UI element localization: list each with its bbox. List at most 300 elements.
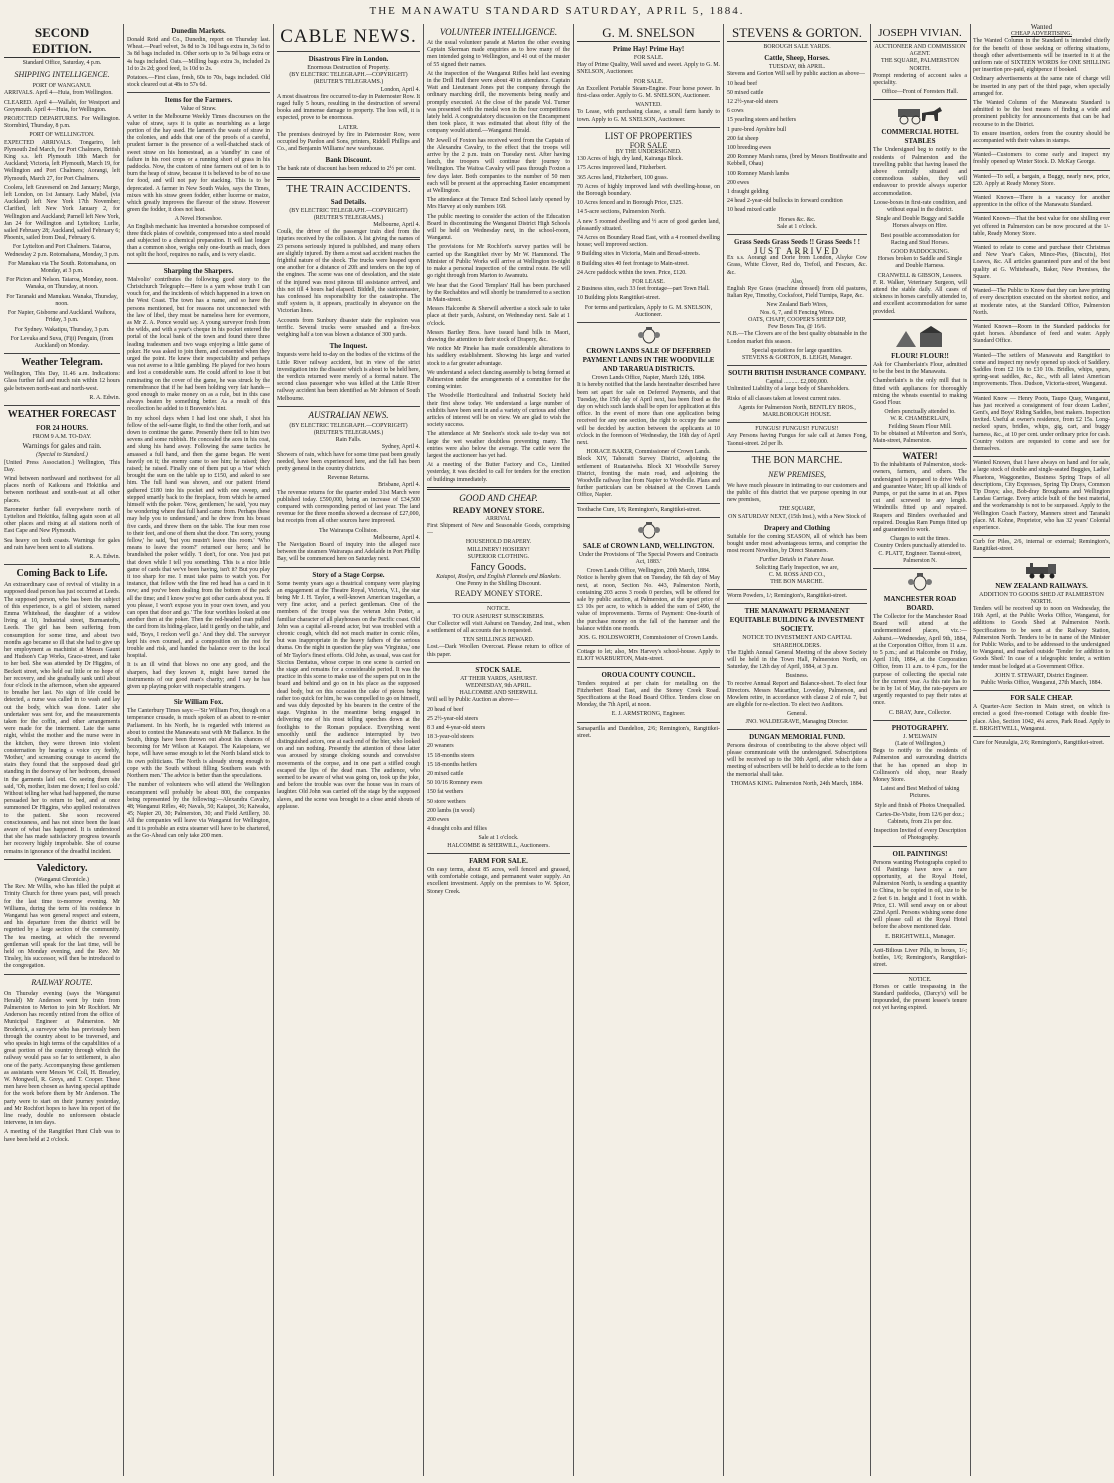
suitable: Suitable for the coming SEASON, all of which has been bought under most advantageous terms, and comprise the most recent Novelties, by Direct Steamers. bbox=[727, 533, 867, 555]
loose-boxes: Loose-boxes in first-rate condition, and without equal in the district. bbox=[873, 199, 967, 214]
chamberlain: W. R. CHAMBERLAIN, bbox=[890, 416, 950, 423]
vivian-office: Office—Front of Foresters Hall. bbox=[881, 89, 959, 96]
column-rule bbox=[970, 24, 971, 1476]
ready-money-2: READY MONEY STORE. bbox=[454, 589, 543, 599]
notice-text: Our Collector will visit Ashurst on Tuesday, 2nd inst., when a settlement of all accounts due is requested. bbox=[427, 620, 570, 635]
sale-item: 200 fat sheep bbox=[727, 135, 759, 142]
royal-arms-icon bbox=[636, 521, 662, 539]
one-penny: One Penny in the Shilling Discount. bbox=[455, 581, 542, 588]
dunedin-text: Donald Reid and Co., Dunedin, report on Thursday last. Wheat.—Pearl velvet, 3s 8d to 3s 10d bags extra in, 3s 6d to 3s 8d bags included in. Other sorts up to 3s 9d bags extra or 4s bags included. Oats.—Milling bags extra 3s, included 2s 1d to 2s 2d; good feed, 1s 10d to 2s. bbox=[127, 37, 270, 72]
block-text: Block XIV, Tahoraiti Survey District, adjoining the settlement of Ruataniwha. Block XI Woodville Survey District, fronting the main road, and adjoining the Woodville railway line from Napier to Woodville. Plans and further particulars can be obtained at the Crown Lands Office, Napier. bbox=[577, 456, 720, 499]
rain-heading: Rain Falls. bbox=[335, 437, 362, 444]
sale-item: 12 2½-year-old steers bbox=[727, 99, 779, 106]
wanted-ad: Wanted Known—There is a vacancy for another apprentice in the office of the Manawatu Standard. bbox=[973, 195, 1110, 209]
rye-text: English Rye Grass (machine dressed) from old pastures, Italian Rye, Timothy, Cocksfoot, Field Turnips, Rape, &c. bbox=[727, 286, 867, 300]
oroua-text: Tenders required at per chain for metalling on the Fitzherbert Road East, and the Stoney Creek Road. Specifications at the Road Board Office. Tenders close on Monday, the 7th April, at noon. bbox=[577, 680, 720, 709]
stables-heading: COMMERCIAL HOTEL STABLES bbox=[881, 128, 959, 146]
train-text-2: Accounts from Sunbury disaster state the explosion was terrific. Several trucks were smashed and a fire-box weighing half a ton was blown a distance of 300 yards. bbox=[277, 317, 420, 339]
stock-signature: HALCOMBE & SHERWILL, Auctioneers. bbox=[447, 842, 550, 849]
country-orders: Country Orders punctually attended to. bbox=[873, 543, 967, 550]
worm-text: Worm Powders, 1/; Remington's, Rangitikei-street. bbox=[727, 593, 848, 600]
crown-signature: HORACE BAKER, Commissioner of Crown Lands. bbox=[586, 449, 711, 456]
farmers-heading: Items for the Farmers. bbox=[164, 96, 233, 105]
also: Also, bbox=[790, 278, 804, 285]
dunedin-heading: Dunedin Markets. bbox=[171, 27, 226, 35]
train-heading: THE TRAIN ACCIDENTS. bbox=[286, 182, 411, 195]
revenue-dateline: Brisbane, April 4. bbox=[378, 482, 420, 489]
cable-news-heading: CABLE NEWS. bbox=[280, 26, 417, 47]
ask-text: Ask for Chamberlain's Flour, admitted to be the best in the Manawatu. bbox=[873, 361, 967, 376]
column-rule bbox=[573, 24, 574, 1476]
obtained: To be obtained at Milverton and Son's, Main-street, Palmerston. bbox=[873, 430, 967, 444]
vol-text-3: Mr Jewell of Foxton has received word from the Captain of the Alexandra Cavalry, to the effect that the troops will arrive by the 2 p.m. train on Tuesday next. After having lunch, the troopers will continue their journey to Wellington. The Waitoa Cavalry will pass through Foxton a few days later. Both companies to the number of 50 men each will be present at the approaching Easter encampment at Wellington. bbox=[427, 137, 570, 195]
bartley-text: Messrs Bartley Bros. have issued hand bills in Maori, drawing the attention to their stock of Drapery, &c. bbox=[427, 329, 570, 343]
snelson-text: The attendance at Mr Snelson's stock sale to-day was not large the wet weather doubtless preventing many. The entries were also below the average. The cattle were the largest the auctioneer has yet had. bbox=[427, 431, 570, 459]
cartes: Cartes-De-Visite, from 12/6 per doz.; Cabinets, from 21s per doz. bbox=[876, 811, 964, 826]
water-text: To the inhabitants of Palmerston, stock-owners, farmers, and others. The undersigned is prepared to drive Wells and guarantee Water; lift up all kinds of Pumps, or put the same in at an. Pipes cut and screwed to any length. Windmills fitted up and repaired. Reapers and Binders overhauled and repaired. Douglas Ram Pumps fitted up and guaranteed to work. bbox=[873, 462, 967, 533]
on-saturday: ON SATURDAY NEXT, (15th Inst.), with a New Stock of bbox=[728, 513, 866, 520]
vivian-sub: AUCTIONEER AND COMMISSION AGENT. bbox=[874, 44, 966, 58]
lyttelton: For Lyttelton and Port Chalmers. Taiaroa, Wednesday 2 p.m. Rotomahana, Monday, 3 p.m. bbox=[4, 244, 120, 258]
oroua-heading: OROUA COUNTY COUNCIL. bbox=[601, 670, 696, 679]
vivian-heading: JOSEPH VIVIAN. bbox=[873, 25, 967, 42]
column-rule bbox=[273, 24, 274, 1476]
cottage-text: Cottage to let; also, Mrs Harvey's school-house. Apply to ELIOT WARBURTON, Main-street. bbox=[577, 649, 720, 663]
revenue-heading: Revenue Returns. bbox=[327, 475, 370, 482]
sg-signature: STEVENS & GORTON, B. LEIGH, Manager. bbox=[742, 354, 852, 361]
nzr-sub: ADDITION TO GOODS SHED AT PALMERSTON NORTH. bbox=[979, 591, 1104, 605]
manchester-text: The Collector for the Manchester Road Board will attend at the undermentioned places, viz.:— Ashurst.—Wednesday, April 9th, 1884, at the Corporation Office, from 11 a.m. to 5 p.m.; and at Halcombe on Friday, April 11th, 1884, at the Corporation Office, from 11 a.m. to 4 p.m., for the purpose of collecting the special rate for the current year. As this rate has to be in by 1st of May, the rate-payers are urgently requested to pay their rates at once. bbox=[873, 613, 967, 707]
expected-arrivals: EXPECTED ARRIVALS. Tongariro, left Plymouth 2nd March, for Port Chalmers, British King s.s. left Plymouth 18th March for Auckland; Victoria, left Plymouth, March 19, for Wellington and Port Chalmers; Aorangi, left Plymouth, March 27, for Port Chalmers. bbox=[4, 139, 120, 182]
toothache-text: Toothache Cure, 1/6; Remington's, Rangitikei-street. bbox=[577, 506, 702, 513]
good-cheap: GOOD AND CHEAP. bbox=[459, 492, 538, 503]
column-rule bbox=[723, 24, 724, 1476]
terrace-text: The attendance at the Terrace End School lately opened by Mrs Harvey at only numbers 168. bbox=[427, 197, 570, 211]
sale-item: 100 breeding ewes bbox=[727, 145, 772, 152]
edition-time: Standard Office, Saturday, 4 p.m. bbox=[22, 60, 102, 66]
railway-text: On Thursday evening (says the Wanganui Herald) Mr Anderson went by train from Palmerston to Merton to join Mr Rochfort. Mr Anderson has recently retired from the office of Municipal Engineer at Palmerston. Mr Broderick, a surveyor who has previously been through the country about to be traversed, and who speaks in high terms of the capabilities of a great portion of the country through which the railway would pass so far to settlement, is also one of the party. Accompanying these gentlemen as assistants were Messrs W. Coll, H. Brearley, W. Mongwell, R. Greys, and T. Cooper. These men have been chosen as having special aptitude for the work before them by Mr Anderson. The party were to start on their journey yesterday, and Mr Rochfort hopes to have his report of the line ready, double no unforeseen obstacle intervene, in ten days. bbox=[4, 990, 120, 1127]
stevens-gorton-heading: STEVENS & GORTON. bbox=[727, 25, 867, 42]
property-item: 74 Acres on Boundary Road East, with a 4 roomed dwelling house; well improved section. bbox=[577, 235, 720, 249]
sg-sale: Sale at 1 o'clock. bbox=[777, 223, 817, 230]
coolera: Coolera, left Gravesend on 2nd January; Margo, left London, on 1st January. Lady Mabel, (via Auckland) left New York 17th November; Clarified, left New York January 2, for Wellington and Auckland; Parnell left New York, Jan 24 for Wellington and Lyttelton; Lurlie, sailed February 28; Auckland, sailed February 6; Phoenix, sailed from Deal, February 6. bbox=[4, 184, 120, 242]
wanted-ad: Wanted to relate to come and purchase their Christmas and New Year's Cakes, Mince-Pies, (Biscuits), Hot Loaves, &c. All articles guaranteed pure and of the best quality at G. Whitehead's, Baker, New Premises, the Square. bbox=[973, 245, 1110, 280]
single-double: Single and Double Buggy and Saddle Horses always on Hire. bbox=[875, 216, 965, 230]
sale-item: 200 ewes bbox=[727, 179, 750, 186]
wanted-ad: Wanted—The Public to Know that they can have printing of every description executed on the shortest notice, and at moderate rates, at the Standard Office, Palmerston North. bbox=[973, 288, 1110, 316]
wairarapa-text: The Navigation Board of inquiry into the alleged race between the steamers Wairarapa and Adelaide in Port Phillip Bay, will be commenced here on Saturday next. bbox=[277, 541, 420, 563]
paddocking: GOOD PADDOCKING. bbox=[890, 249, 950, 256]
wire-text: In my school days when I had lost one shaft, I shot his fellow of the self-same flight, to find the other forth, and sat down to continue the game. Presently there fell to him two sevens and some rubbish. He concealed the aces in his coat, and slung his hand away. Following the same tactics he amassed a full hand, and then the game began. He went heavily on it; the enemy came to see him; he raised; they raised; he raised. Finally one of them put up a 'rise' which brought the sum on the table up to £150, and asked to see him. The full hand was shown, and our patient friend gathered £180 into his pocket and with one sweep, and stepped smartly back to the fireplace, from which he armed himself with the poker. 'Now, gentlemen,' he said, 'you may be wondering where that full hand came from. Perhaps these may help you to understand,' and he drew from his breast five cards, and threw them on the table. The four men rose to their feet, and one of them shut the door. 'I'm sorry, young fellow,' he said, 'but you mustn't leave this room.' 'Who means to leave the room?' returned our hero; and he brandished the poker wildly. 'I don't, for one. You just put that down while I tell you something. This is a nice little game of cards that we've been having, isn't it? But you play it too sharp for me. I must take pains to watch you. For instance, that fellow with the fine red head has a card in it now; and you've been dealing from the bottom of the pack all the time; and I know you've got other cards about you. If you please, I won't expose you in your own town, and you can open that door and go.' The four worthies looked at one another then at the poker. Then the red-headed man pulled the card from its hiding-place, laid it gently on the table, and said, 'Boys, I reckon we'll go.' And they did. The surveyor kept his own counsel, and a composition on the rest for trouble and risk, and handed the balance over to the local hospital. bbox=[127, 415, 270, 660]
reward-text: Lost.—Dark Woollen Overcoat. Please return to office of this paper. bbox=[427, 644, 570, 658]
weather-telegram-heading: Weather Telegram. bbox=[21, 357, 103, 369]
further: Further Details in Future Issue. bbox=[759, 557, 835, 564]
coming-back-text: An extraordinary case of revival of vitality in a supposed dead person has just occurred at Leeds. The supposed person, who has been the subject of this experience, is a girl of sixteen, named Emma Whitehead, the daughter of a widow living at 10, Industrial street, Burmantofts, Leeds. The girl has been suffering from consumption for some time, and about two months ago became so ill that she had to give up her employment as machinist at Messrs Gaunt and Hudson's Cap Works, Grace-street, and take to her bed. She was attended by Dr Higgins, of Beckett street, who held out little or no hope of her recovery, and she gradually sank until about four o'clock in the afternoon, when she appeared to breathe her last. No sign of life could be detected, a nurse was called in to wash and lay out the body, which was done. Later she undertaker was sent for, and the measurements taken for the coffin, and other arrangements were made for the interment. Late the same night, whilst the mother and the nurse were in the kitchen, they were thrown into violent consternation by hearing a voice cry feebly, 'Mother,' and screaming courage to ascend the stairs they found that the supposed dead girl standing in the doorway of her bedroom, dressed in the garments laid out. On seeing them she said, 'Oh, mother, listen me down; I feel so cold.' Without telling her what had happened, the nurse persuaded her to return to bed, and at once summoned Dr Higgins, who applied restoratives to the patient. She soon recovered consciousness, and has not since been the least aware of what has happened. It is understood that she has made satisfactory progress towards her recovery highly improbable. She of course remains in ignorance of the dreadful incident. bbox=[4, 582, 120, 855]
railway-heading: RAILWAY ROUTE. bbox=[31, 977, 93, 987]
sale-item: 200 Romney Marsh rams, (bred by Messrs Braithwaite and Kebbell, Ohau) bbox=[727, 154, 867, 168]
cure-text: Cure for Neuralgia, 2/6; Remington's, Rangitikei-street. bbox=[973, 740, 1105, 747]
terrace-text-2: The public meeting to consider the action of the Education Board in discontinuing the Wanganui District High Schools will be held on Wednesday next, in the school-room, Wanganui. bbox=[427, 213, 570, 242]
stock-item: 4 draught colts and fillies bbox=[427, 826, 487, 833]
barometer-text: Barometer further fall everywhere north of Lyttelton and Hokitika, falling again soon at all other places and rising at all stations north of East Cape and New Plymouth. bbox=[4, 506, 120, 535]
tuesday: TUESDAY, 8th APRIL. bbox=[768, 64, 826, 71]
straw-sub: Value of Straw. bbox=[180, 106, 217, 113]
sale-crown-office: Crown Lands Office, Wellington, 20th March, 1884. bbox=[586, 568, 711, 575]
wind-text: Wind between northward and northwest for all places north of Kaikoura and Hokitika and between northeast and south-east at all other places. bbox=[4, 475, 120, 504]
sale-item: 1 draught gelding bbox=[727, 189, 769, 196]
oil-paintings-heading: OIL PAINTINGS! bbox=[892, 849, 948, 858]
volunteers-text: The number of volunteers who will attend the Wellington encampment will probably be about 800, the companies being represented by the following:—Alexandra Cavalry, 48; Wanganui Rifles, 40; Navals, 50; Kaiapoi, 36; Kaiwaka, 45; Napier 20, 30; Palmerston, 30; and Field Artillery, 30. All the companies will leave via Wanganui for Wellington, and it is probable an extra steamer will have to be chartered, as the Go-Ahead can only take 200 men. bbox=[127, 782, 270, 839]
dancing-text: We understand a select dancing assembly is being formed at Palmerston under the arrangements of a committee for the coming winter. bbox=[427, 369, 570, 391]
fire-heading: Disastrous Fire in London. bbox=[308, 55, 389, 63]
stock-item: 20 head of beef bbox=[427, 706, 464, 713]
millinery: MILLINERY! HOSIERY! bbox=[467, 546, 530, 553]
corpse-text: Some twenty years ago a theatrical company were playing an engagement at the Theatre Royal, Victoria, V.I., the star being Mr J. H. Taylor, a well-known American tragedian, a very fine actor, and a perfect gentleman. One of the members of the troupe was the veteran John Potter, a familiar character of all playhouses on the Pacific coast. Old John was a capital all-round actor, but was troubled with a chronic cough, which did not much matter in comic rôles, but was inappropriate in the heavy fathers of the serious drama. On the night in question the play was 'Virginius,' one of Mr Taylor's finest efforts. Old John, as usual, was cast for Siccius Dentatus, whose corpse in one scene is carried on the stage and remains for a considerable period. It was the practice in this scene to make use of the supers put on in the board and behind and go on in his place as the supposed dead body, but on this occasion the cake of pieces being rather too quick for him, he was compelled to go on himself, and was duly deposited by his bearers in the centre of the stage. Virginius in the meantime being engaged in delivering one of his most telling speeches down at the footlights to the Roman populace. Everything went smoothly until the audience interrupted by two distinguished actors, one at each end of the bier, who looked on and ran nothing. Presently the attention of these latter was aroused by strange choking sounds and convulsive movements of the corpse, and in one part a stifled cough escaped the lips of the dead man. The audience, who seemed to be aware of what was going on, took up the joke, and before the trouble was over the house was in roars of laughter. Old John was carried off the stage by the supposed slaves, and the scene was brought to a close amid shouts of applause. bbox=[277, 580, 420, 810]
ross: C. M. ROSS AND CO., bbox=[768, 571, 826, 578]
property-item: 14 5-acre sections, Palmerston North. bbox=[577, 209, 666, 216]
fire-text: A most disastrous fire occurred to-day in Paternoster Row. It raged fully 5 hours, resulting in the destruction of several books and immense damage to property. The loss will, it is expected, prove to be enormous. bbox=[277, 93, 420, 122]
bank-heading: Bank Discount. bbox=[325, 156, 372, 165]
platt: C. PLATT, Engineer. Taonui-street, Palmerston N. bbox=[878, 550, 962, 564]
lease-list bbox=[577, 286, 720, 302]
wanted-ad: Wanted—Customers to come early and inspect my freshly opened up Winter Stock. D. McKay George. bbox=[973, 152, 1110, 166]
arrival: ARRIVAL bbox=[485, 515, 512, 522]
lease-item: 10 Building plots Rangitikei-street. bbox=[577, 295, 661, 302]
stock-item: 50 store wethers bbox=[427, 798, 466, 805]
ordinary: Ordinary advertisements at the same rate of charge will be inserted in any part of the third page, when specially arranged for. bbox=[973, 76, 1110, 97]
photography-heading: PHOTOGRAPHY. bbox=[891, 723, 949, 732]
corpse-heading: Story of a Stage Corpse. bbox=[312, 570, 385, 579]
wanted-rate: The Wanted Column of the Manawatu Standard is admitted to be the best means of finding a wide and prominent publicity for announcements that can be had recourse to in the District. bbox=[973, 100, 1110, 128]
sale-item: 1 pure-bred Ayrshire bull bbox=[727, 126, 787, 133]
wanted-column-text: The Wanted Column in the Standard is intended chiefly for the benefit of those seeking or offering situations, though other advertisements will be inserted in it at the uniform rate of SIXTEEN WORDS for ONE SHILLING per insertion pre-paid, eightpence if booked. bbox=[973, 38, 1110, 74]
forecast-from: FROM 9 A.M. TO-DAY. bbox=[32, 433, 92, 440]
business: Business. bbox=[785, 673, 809, 680]
stock-date: WEDNESDAY, 9th APRIL. bbox=[465, 683, 532, 690]
northern: For Manukau via The South. Rotomahana, on Monday, at 3 p.m. bbox=[8, 260, 116, 275]
property-item: 8 Building sites 40 feet frontage to Main-street. bbox=[577, 260, 689, 267]
nzr-heading: NEW ZEALAND RAILWAYS. bbox=[995, 581, 1088, 590]
sale-item: 100 Romney Marsh lambs bbox=[727, 170, 790, 177]
port-wanganui: PORT OF WANGANUI. bbox=[32, 83, 92, 90]
column-4 bbox=[427, 24, 570, 1476]
kaiapoi: Kaiapoi, Roslyn, and English Flannels and Blankets. bbox=[436, 574, 561, 580]
general: General. bbox=[786, 711, 808, 718]
sharpers-text: 'Malvolio' contributes the following good story to the Christchurch Telegraph:—Here is a yarn whose truth I can vouch for, and the incidents of which happened in a town on the West Coast. The town has a name, and so have the persons mentioned, but for reasons not unconnected with the law of libel, they must be nameless here for evermore, as Mr Z. A. Ponce would say. A young surveyor fresh from the wilds, and with a year's cheque in his pocket entered the portal of the local bank of the town and found there three leading tradesmen and two wags enjoying a little game of poker. He was asked to join them, and consented when they urged the point. He knew their respectability and perhaps was not averse to a little gambling. He played for two hours and lost a considerable sum. He could afford to lose it but ruminating on the cover of the game, he was struck by the remembrance that if he had been holding very fair hands—good enough to make money on as a rule, but in this case always beaten by something better. As a result of this recollection he added to it Bravenio's hint. bbox=[127, 276, 270, 413]
column-8 bbox=[973, 24, 1110, 1476]
mclwain-late: (Late of Wellington,) bbox=[895, 741, 945, 748]
cattle-sheep: Cattle, Sheep, Horses. bbox=[764, 54, 830, 63]
train-credit: (BY ELECTRIC TELEGRAPH.—COPYRIGHT) (REUTER'S TELEGRAMS.) bbox=[289, 207, 408, 221]
stock-list bbox=[427, 707, 570, 834]
nzr-text: Tenders will be received up to noon on Wednesday, the 16th April, at the Public Works Office, Wanganui, for additions to Goods Shed at Palmerston North. Specifications to be seen at the Railway Station, Palmerston North. Tenders to be in name of the Minister for Public Works, and to be addressed to the undersigned to Wanganui, and marked outside 'Tender for addition to Goods Shed.' In case of a telegraphic tender, a written tender must be lodged at a Government Office. bbox=[973, 606, 1110, 670]
sale-crown-heading: SALE of CROWN LAND, WELLINGTON. bbox=[582, 541, 715, 550]
snelson-heading: G. M. SNELSON bbox=[577, 25, 720, 42]
fire-text-2: The premises destroyed by fire in Paternoster Row, were occupied by Pardon and Sons, printers, Riddell Phillips and Co., and Benjamin Williams' new warehouse. bbox=[277, 131, 420, 153]
grass-seeds-heading: Grass Seeds Grass Seeds !! Grass Seeds ! ! bbox=[734, 238, 860, 247]
list-by: BY THE UNDERSIGNED. bbox=[615, 149, 682, 156]
property-item: 24 Acre paddock within the town. Price, £120. bbox=[577, 269, 687, 276]
rochfort-text: The provisions for Mr Rochfort's survey parties will be carried up the Rangitikei river by Mr W. Hammond. The Minister of Public Works will arrive at Wellington to-night to make a personal inspection of the central route. He will go right through from Marton to Awamutu. bbox=[427, 244, 570, 280]
seed-text: Ex s.s. Aorangi and Dorie from London, Alsyke Cow Grass, White Clover, Red do, Trefoil, and Fescues, &c. &c. bbox=[727, 255, 867, 276]
property-item: 70 Acres of highly improved land with dwelling-house, on the Borough boundary. bbox=[577, 183, 720, 198]
wanted-ad: Wanted Known—Room in the Standard paddocks for quiet horses. Abundance of feed and water. Apply Standard Office. bbox=[973, 323, 1110, 345]
stock-firm: HALCOMBE AND SHERWILL bbox=[459, 690, 538, 697]
nzr-signature: JOHN T. STEWART, District Engineer. bbox=[994, 672, 1089, 679]
column-rule bbox=[423, 24, 424, 1476]
wanted-heading: Wanted bbox=[1030, 24, 1053, 31]
stock-item: 18 3-year-old steers bbox=[427, 734, 474, 741]
vol-text: At the usual volunteer parade at Marton the other evening Captain Skerman made enquiries as to how many of the men intended going to Wellington, and 41 out of the muster of 55 signed their names. bbox=[427, 40, 570, 68]
bon-text: We have much pleasure in intimating to our customers and the public of this district that we purpose opening in our new premises, bbox=[727, 482, 867, 504]
dungan-heading: DUNGAN MEMORIAL FUND. bbox=[749, 732, 845, 741]
walker-text: F. R. Walker, Veterinary Surgeon, will attend the stable daily. All cases of sickness in horses carefully attended to, and excellent accommodation for same provided. bbox=[873, 279, 967, 315]
mpb-business: To receive Annual Report and Balance-sheet. To elect four Directors. Messrs Macarthur, Loveday, Palmerson, and Mowlem retire, in accordance with clause 2 of rule 7, but are eligible for re-election. To elect two Auditors. bbox=[727, 680, 867, 709]
notice-heading: NOTICE. bbox=[486, 606, 511, 613]
sg-more: Horses &c. &c. bbox=[778, 216, 816, 223]
sea-text: Sea heavy on both coasts. Warnings for gales and rain have been sent to all stations. bbox=[4, 537, 120, 551]
dungan-text: Persons desirous of contributing to the above object will please communicate with the undersigned. Subscriptions will be received up to the 30th April, after which date a meeting of subscribers will be held to decide as to the form the memorial shall take. bbox=[727, 742, 867, 778]
stock-sub: AT THEIR YARDS, ASHURST. bbox=[460, 675, 537, 682]
sydney: For Sydney. Wakatipu, Thursday, 3 p.m. bbox=[14, 326, 110, 333]
fire-sub: Enormous Destruction of Property. bbox=[307, 65, 390, 71]
notice-sub: TO OUR ASHURST SUBSCRIBERS. bbox=[452, 613, 545, 620]
vivian-address: THE SQUARE, PALMERSTON NORTH. bbox=[880, 58, 960, 72]
drapery: Drapery and Clothing bbox=[763, 523, 831, 532]
arrivals: ARRIVALS. April 4—Huia, from Wellington. bbox=[4, 90, 113, 97]
woodville-text: The Woodville Horticultural and Industrial Society held their first show today. We understand a large number of exhibits have been sent in and a variety of curious and other articles of interest will be on view. We are glad to wish the society success. bbox=[427, 393, 570, 429]
wairarapa-dateline: Melbourne, April 4. bbox=[373, 534, 420, 541]
property-item: A new 5 roomed dwelling and ½ acre of good garden land, pleasantly situated. bbox=[577, 218, 720, 232]
water-heading: WATER! bbox=[902, 451, 938, 462]
anti-bilious: Anti-Bilious Liver Pills, in boxes, 1/-; bottles, 1/6; Remington's, Rangitikei-street. bbox=[873, 947, 967, 969]
stock-item: 25 2½-year-old steers bbox=[427, 715, 479, 722]
stock-item: 20 weaners bbox=[427, 743, 454, 750]
sale-crown-body: Notice is hereby given that on Tuesday, the 6th day of May next, at noon, Section No. 443, Palmerston North, containing 203 acres 3 roods 0 perches, will be offered for sale by public auction, at Palmerston, at the upset price of £3 10s per acre, to which is added the sum of £490, the value of improvements. Terms of Payment: One-fourth of the purchase money on the fall of the hammer and the balance within one month. bbox=[577, 575, 720, 632]
masthead: THE MANAWATU STANDARD SATURDAY, APRIL 5, 1884. bbox=[369, 5, 745, 17]
sg-intro: Stevens and Gorton Will sell by public auction as above— bbox=[727, 71, 865, 78]
stock-item: 200 ewes bbox=[427, 817, 450, 824]
inquest-text: Inquests were held to-day on the bodies of the victims of the Little River railway accident, but in view of the strict investigation into the disaster which is about to be held here, the verdicts returned were merely of a formal nature. The second class passenger who was killed at the Little River railway accident has been identified as Mr Johnson of South Melbourne. bbox=[277, 352, 420, 402]
oil-text: Persons wanting Photographs copied to Oil Paintings have now a rare opportunity, at the Royal Hotel, Palmerston North, is sending a quantity to China, to be copied in oil, size to be 2 feet 6 in. height and 1 foot in width. Price, £1. Will send away on or about 22nd April. Persons wishing some done will please call at the Royal Hotel before the above mentioned date. bbox=[873, 859, 967, 931]
sharpers-heading: Sharping the Sharpers. bbox=[163, 266, 234, 275]
butter-text: At a meeting of the Butter Factory and Co., Limited yesterday, it was decided to call for tenders for the erection of buildings immediately. bbox=[427, 462, 570, 483]
fire-credit: (BY ELECTRIC TELEGRAPH.—COPYRIGHT) (REUTER'S TELEGRAMS.) bbox=[289, 72, 408, 86]
column-rule bbox=[123, 24, 124, 1476]
sarsaparilla-text: Sarsaparilla and Dandelion, 2/6; Remington's, Rangitikei-street. bbox=[577, 725, 720, 739]
just-arrived: JUST ARRIVED bbox=[753, 246, 841, 257]
fungus-text: Any Persons having Fungus for sale call at James Fong, Taonui-street. 2d per lb. bbox=[727, 433, 867, 447]
stock-item: 15 18-months steers bbox=[427, 752, 475, 759]
few-boxes: Few Boxes Tea, @ 16/6. bbox=[768, 324, 826, 331]
property-item: 175 Acres improved land, Fitzherbert. bbox=[577, 165, 667, 172]
train-text: Coulk, the driver of the passenger train died from the injuries received by the collision. A list giving the names of 23 persons seriously injured is published, and many others are slightly injured. By them a most sad accident reaches the frightful nature of the shock. The trucks were heaped upon one another for a distance of 20ft and tenders on the top of the engines. The scene was one of desolation, and the state of the injured was most piteous till assistance arrived, and this not till 4 hours had elapsed. Biddell, the stationmaster, has confessed his responsibility for the catastrophe. The stuff system is, it appears, practically in abeyance on the Victorian lines. bbox=[277, 229, 420, 315]
cranwell: CRANWELL & GIBSON, Lessees. bbox=[877, 272, 963, 279]
barb-wires: New Zealand Barb Wires, bbox=[766, 302, 828, 309]
wanted-ad: Wanted—The settlers of Manawatu and Rangitikei to come and inspect my newly opened up stock of Saddlery. Saddles from £2 10s to £10 10s. Bridles, whips, spurs, spring-seat saddles, &c., &c., with all latest American improvements. Thos. Dudson, Victoria-street, Wanganui. bbox=[973, 352, 1110, 388]
crown-office: Crown Lands Office, Napier, March 12th, 1884. bbox=[591, 375, 706, 382]
australian-news-heading: AUSTRALIAN NEWS. bbox=[308, 409, 389, 420]
notice-heading-7: NOTICE. bbox=[908, 976, 932, 983]
property-item: 10 Acres fenced and in Borough Price, £325. bbox=[577, 200, 683, 207]
wanted-ad: Wanted Known, that I have always on hand and for sale, a large stock of double and single-seated Buggies, Ladies' Phaetons, Waggonettes, Business Spring Traps of all descriptions, City Expresses, Spring Tip Drays, Common Tip Drays; also, Bob-dray Broughams and Wellington Landau Carriage. Every article built of the best material, and the workmanship is not to be surpassed. Apply to the Wellington Coach Factory, Manners street and Taranaki place. M. Kohne, Proprietor, who has 32 years' Colonial experience. bbox=[973, 460, 1110, 531]
farm-text: On easy terms, about 85 acres, well fenced and grassed, with comfortable cottage, and permanent water supply. An excellent investment. Apply on the premises to W. Spicer, Stoney Creek. bbox=[427, 866, 570, 895]
notice-investment: NOTICE TO INVESTMENT AND CAPITAL SHAREHOLDERS. bbox=[742, 635, 852, 649]
valedictory-text: The Rev. Mr Willis, who has filled the pulpit at Trinity Church for three years past, will preach for the last time to-morrow evening. Mr Williams, during the term of his residence in Wanganui has won general respect and esteem, and his departure from the district will be regretted by a large section of the community. The tea meeting, at which the reverend gentleman will speak for the last time, will be held on Monday evening, and the Rev. Mr Tinsley, his successor, will then be introduced to the congregation. bbox=[4, 884, 120, 970]
levuka: For Levuka and Suva, (Fiji) Penguin, (from Auckland) on Monday. bbox=[10, 335, 114, 349]
wairarapa-heading: The Wairarapa Collision. bbox=[318, 527, 379, 534]
best-accommodation: Best possible accommodation for Racing and Stud Horses. bbox=[880, 232, 960, 246]
column-rule bbox=[870, 24, 871, 1476]
crown-heading: CROWN LANDS SALE OF DEFERRED PAYMENT LANDS IN THE WOODVILLE AND TARARUA DISTRICTS. bbox=[582, 347, 715, 374]
wanted: WANTED. bbox=[635, 102, 662, 109]
weather-signature: R. A. Edwin. bbox=[89, 394, 120, 401]
sale-crown-text: Under the Provisions of 'The Special Powers and Contracts Act, 1883.' bbox=[578, 551, 719, 565]
fencing-wires: Nos. 6, 7, and 8 Fencing Wires. bbox=[759, 309, 835, 316]
ensure: To ensure insertion, orders from the country should be accompanied with their values in stamps. bbox=[973, 130, 1110, 145]
picton: For Picton and Nelson. Taiaroa, Monday, noon. Wanaka, on Thursday, at noon. bbox=[6, 277, 118, 291]
flour-heading: FLOUR! FLOUR!! bbox=[891, 351, 949, 360]
taranaki: For Taranaki and Manukau. Wanaka, Thursday, noon. bbox=[6, 293, 118, 307]
property-item: 365 Acres land, Fitzherbert, 100 grass. bbox=[577, 174, 668, 181]
orders: Orders punctually attended to. bbox=[884, 409, 956, 416]
property-list bbox=[577, 156, 720, 277]
for-sale-text: A Quarter-Acre Section in Main street, on which is erected a good five-roomed Cottage with double fire-place. Also, Section 1042, 4¼ acres, Park Road. Apply to E. BRIGHTWELL, Wanganui. bbox=[973, 704, 1110, 732]
forecast-sub: FOR 24 HOURS. bbox=[36, 423, 88, 432]
wanted-ad: Wanted Known—That the best value for one shilling ever yet offered in Palmerston can be now procured at the 1/- table, Ready Money Store. bbox=[973, 216, 1110, 237]
sale-item: 24 head 2-year-old bullocks in forward condition bbox=[727, 198, 843, 205]
risks: Risks of all classes taken at lowest current rates. bbox=[727, 395, 841, 402]
notice-text-7: Horses or cattle trespassing in the Standard paddocks, (Darcy's) will be impounded, the present lessee's tenure not yet having expired. bbox=[873, 983, 967, 1012]
novel-heading: A Novel Horseshoe. bbox=[174, 216, 223, 223]
hay-text: Hay of Prime Quality, Well saved and sweet. Apply to G. M. SNELSON, Auctioneer. bbox=[577, 62, 720, 76]
capital: Capital .......... £2,000,000. bbox=[765, 379, 829, 386]
farm-heading: FARM FOR SALE. bbox=[469, 856, 528, 865]
fox-heading: Sir William Fox. bbox=[173, 698, 224, 707]
novel-text: An English mechanic has invented a horseshoe composed of three thick plates of cowhide, compressed into a steel mould and subjected to a chemical preparation. It will last longer than a common shoe, weighs only one-fourth as much, does not split the hoof, requires no nails, and is very elastic. bbox=[127, 223, 270, 259]
later: LATER. bbox=[338, 124, 359, 131]
special-quotations: Special quotations for large quantities. bbox=[751, 347, 843, 354]
mpb-text: The Eighth Annual General Meeting of the above Society will be held in the Town Hall, Palmerston North, on Saturday, the 12th day of April, 1884, at 3 p.m. bbox=[727, 649, 867, 671]
rain-dateline: Sydney, April 4. bbox=[381, 444, 420, 451]
unlimited: Unlimited Liability of a large body of Shareholders. bbox=[727, 386, 850, 393]
press-association: [United Press Association.] Wellington, This Day. bbox=[4, 459, 120, 473]
revenue-text: The revenue returns for the quarter ended 31st March were published today. £590,000, being an increase of £34,500 compared with corresponding period of last year. The land revenue for the three months showed a decrease of £27,000, but receipts from all other sources have improved. bbox=[277, 489, 420, 525]
lease-item: 2 Business sites, each 33 feet frontage—part Town Hall. bbox=[577, 286, 710, 293]
oil-signature: E. BRIGHTWELL, Manager. bbox=[885, 933, 955, 940]
charges: Charges to suit the times. bbox=[890, 536, 950, 543]
rail-foot: A meeting of the Rangitikei Hunt Club was to have been held at 2 o'clock. bbox=[4, 1129, 120, 1143]
inquest-heading: The Inquest. bbox=[329, 342, 368, 351]
property-item: 9 Building sites in Victoria, Main and Broad-streets. bbox=[577, 251, 701, 258]
shipping-heading: SHIPPING INTELLIGENCE. bbox=[14, 70, 110, 80]
column-3 bbox=[277, 24, 420, 1476]
valedictory-heading: Valedictory. bbox=[36, 862, 88, 874]
oats: OATS, CHAFF, COOPER'S SHEEP DIP, bbox=[748, 316, 846, 323]
flour-mill-icon bbox=[890, 323, 950, 349]
second-edition-heading: SECOND EDITION. bbox=[4, 25, 120, 58]
for-sale: FOR SALE. bbox=[633, 55, 664, 61]
the-square: THE SQUARE, bbox=[778, 506, 816, 513]
list-heading: LIST OF PROPERTIES bbox=[604, 130, 693, 141]
stock-text: Will sell by Public Auction as above— bbox=[427, 697, 519, 704]
stock-item: 150 fat wethers bbox=[427, 789, 464, 796]
sg-list bbox=[727, 81, 867, 215]
fox-text: The Canterbury Times says:—'Sir William Fox, though on a temperance crusade, is much spoken of as about to re-enter Parliament. In his North, he is regarded with interest as about to contest the Manawatu seat with Mr Ballance. In the South, things have been thrown out about his chances of becoming for Mr Wilson at Kaiapoi. The Kaiapoians, we hope, will have sense enough to let the North Island stick to its own politicians. The North is already strong enough to cope with the South without filling Southern seats with Northern men.' The advice is better than the speculations. bbox=[127, 708, 270, 780]
column-1 bbox=[4, 24, 120, 1476]
stock-item: 15 18-months heifers bbox=[427, 761, 478, 768]
only-mill: Chamberlain's is the only mill that is fitted with appliances for thoroughly mixing the wheats essential to making Good Flour. bbox=[873, 378, 967, 406]
wanted-ad: Wanted—To sell, a bargain, a Buggy, nearly new, price, £20. Apply at Ready Money Store. bbox=[973, 173, 1110, 187]
fire-dateline: London, April 4. bbox=[380, 86, 420, 93]
stock-item: 50 10/16 Romney ewes bbox=[427, 780, 483, 787]
port-wellington: PORT OF WELLINGTON. bbox=[29, 132, 95, 139]
bon-marche-heading: THE BON MARCHE. bbox=[751, 454, 843, 466]
sale-item: 15 yearling steers and heifers bbox=[727, 117, 797, 124]
potatoes-text: Potatoes.—First class, fresh, 60s to 70s, bags included. Old stock cleared out at 48s to 57s 6d. bbox=[127, 75, 270, 89]
new-premises: NEW PREMISES, bbox=[768, 469, 826, 479]
horse-carriage-icon bbox=[890, 103, 950, 125]
latest: Latest and Best Method of taking Pictures. bbox=[880, 786, 960, 800]
locomotive-icon bbox=[1020, 561, 1064, 579]
train-dateline: Melbourne, April 4. bbox=[373, 222, 420, 229]
sale-item: 10 head mixed cattle bbox=[727, 207, 776, 214]
pineh-text: We notice Mr Pineke has made considerable alterations to his saddlery establishment. Showing his large and varied stock to a far greater advantage. bbox=[427, 346, 570, 367]
sale-crown-signature: JOS. G. HOLDSWORTH, Commissioner of Crown Lands. bbox=[578, 634, 719, 641]
crown-text: It is hereby notified that the lands hereinafter described have been set apart for sale on Deferred Payments, and that Tuesday, the 15th day of April next, has been fixed as the day on which such lands shall be open for application at this office. In the event of more than one application being received for any one section, the right to occupy the same will be decided by auction between the applicants at 10 o'clock in the forenoon of Wednesday, the 16th day of April next. bbox=[577, 382, 720, 446]
lease-heading: FOR LEASE. bbox=[632, 279, 665, 286]
agents: Agents for Palmerston North, BENTLEY BROS., MARLBOROUGH HOUSE. bbox=[738, 404, 856, 418]
household: HOUSEHOLD DRAPERY. bbox=[465, 539, 532, 546]
thomas: THOMAS KING. Palmerston North, 24th March, 1884. bbox=[730, 780, 864, 787]
wanted-ad: Wanted Know — Henry Poots, Taupo Quay, Wanganui, has just received a consignment of four dozen Ladies', Gent's, and Boys' Riding Saddles, best makers. Inspection invited. Useful at owner's residence, from £2 15s. Long-necked spurs, bridles, whips, gig, cart, and buggy harness, &c., at 10 per cent. under ordinary price for cash. Country visitors are requested to come and see for themselves. bbox=[973, 395, 1110, 452]
straw-text: A writer in the Melbourne Weekly Times discourses on the value of straw, says it is quite as nourishing as a large portion of the hay used. He lament's the waste of straw in the colonies, and adds that one of the proofs of a careful, prudent farmer is the presence of a well-thatched stack of sweet straw on his homestead, as a 'standby' in case of failure in his root crops or a running short of grass in his paddocks. Now, the custom of nine farmers out of ten is to burn the heap of straw, because it is believed to be of no use for food, and will not pay for stacking. This is to be deprecated. A farmer in New South Wales, says the Times, mixes with his straw green fodder, either lucerne or maize, which greatly improves the flavour of the straw. However green the fodder, it does not heat. bbox=[127, 113, 270, 214]
forecast-signature: R. A. Edwin. bbox=[89, 553, 120, 560]
feilding: Feilding Steam Flour Mill. bbox=[888, 423, 952, 430]
nb-text: N.B.—The Clovers are of the best quality obtainable in the London market this season. bbox=[727, 331, 867, 345]
column-7 bbox=[873, 24, 967, 1476]
sale-item: 50 mixed cattle bbox=[727, 89, 764, 96]
lease-text: To Lease, with purchasing clause, a small farm handy to town. Apply to G. M. SNELSON, Auctioneer. bbox=[577, 109, 720, 123]
for-sale-2: FOR SALE. bbox=[633, 78, 664, 85]
stock-item: 8 3 and 4-year-old steers bbox=[427, 725, 486, 732]
oroua-signature: E. J. ARMSTRONG, Engineer. bbox=[611, 711, 686, 718]
royal-arms-icon bbox=[905, 572, 935, 592]
stock-item: 200 lambs (in wool) bbox=[427, 807, 475, 814]
column-2 bbox=[127, 24, 270, 1476]
rain-text: Showers of rain, which have for some time past been greatly needed, have been experienced here, and the fall has been pretty general in the country districts. bbox=[277, 451, 420, 472]
lease-apply: For terms and particulars, Apply to G. M. SNELSON, Auctioneer. bbox=[584, 304, 713, 318]
engine-text: An Excellent Portable Steam-Engine. Four horse power. In first-class order. Apply to G. M. SNELSON, Auctioneer. bbox=[577, 85, 720, 100]
prime-hay: Prime Hay! Prime Hay! bbox=[612, 45, 685, 53]
warnings: Warnings for gales and rain. bbox=[22, 442, 102, 451]
style: Style and finish of Photos Unequalled. bbox=[874, 802, 966, 809]
stock-sale-time: Sale at 1 o'clock. bbox=[478, 835, 519, 842]
train-sub: Sad Details. bbox=[330, 197, 367, 206]
stock-sale-heading: STOCK SALE. bbox=[475, 665, 522, 674]
column-6 bbox=[727, 24, 867, 1476]
stock-item: 20 mixed cattle bbox=[427, 771, 464, 778]
projected: PROJECTED DEPARTURES. For Wellington. Stormbird, Thursday, 8 p.m. bbox=[4, 116, 120, 130]
vivian-text: Prompt rendering of account sales a speciality. bbox=[873, 72, 967, 87]
volunteer-heading: VOLUNTEER INTELLIGENCE. bbox=[439, 27, 558, 37]
cleared: CLEARED. April 4—Wallabi, for Westport and Greymouth. April 4—Huia, for Wellington. bbox=[4, 99, 120, 113]
manchester-heading: MANCHESTER ROAD BOARD. bbox=[883, 594, 957, 612]
valedictory-sub: (Wanganui Chronicle.) bbox=[35, 876, 89, 883]
sale-item: 6 cows bbox=[727, 108, 744, 115]
fancy: Fancy Goods. bbox=[470, 562, 527, 573]
soliciting: Soliciting Early Inspection, we are, bbox=[755, 564, 839, 571]
